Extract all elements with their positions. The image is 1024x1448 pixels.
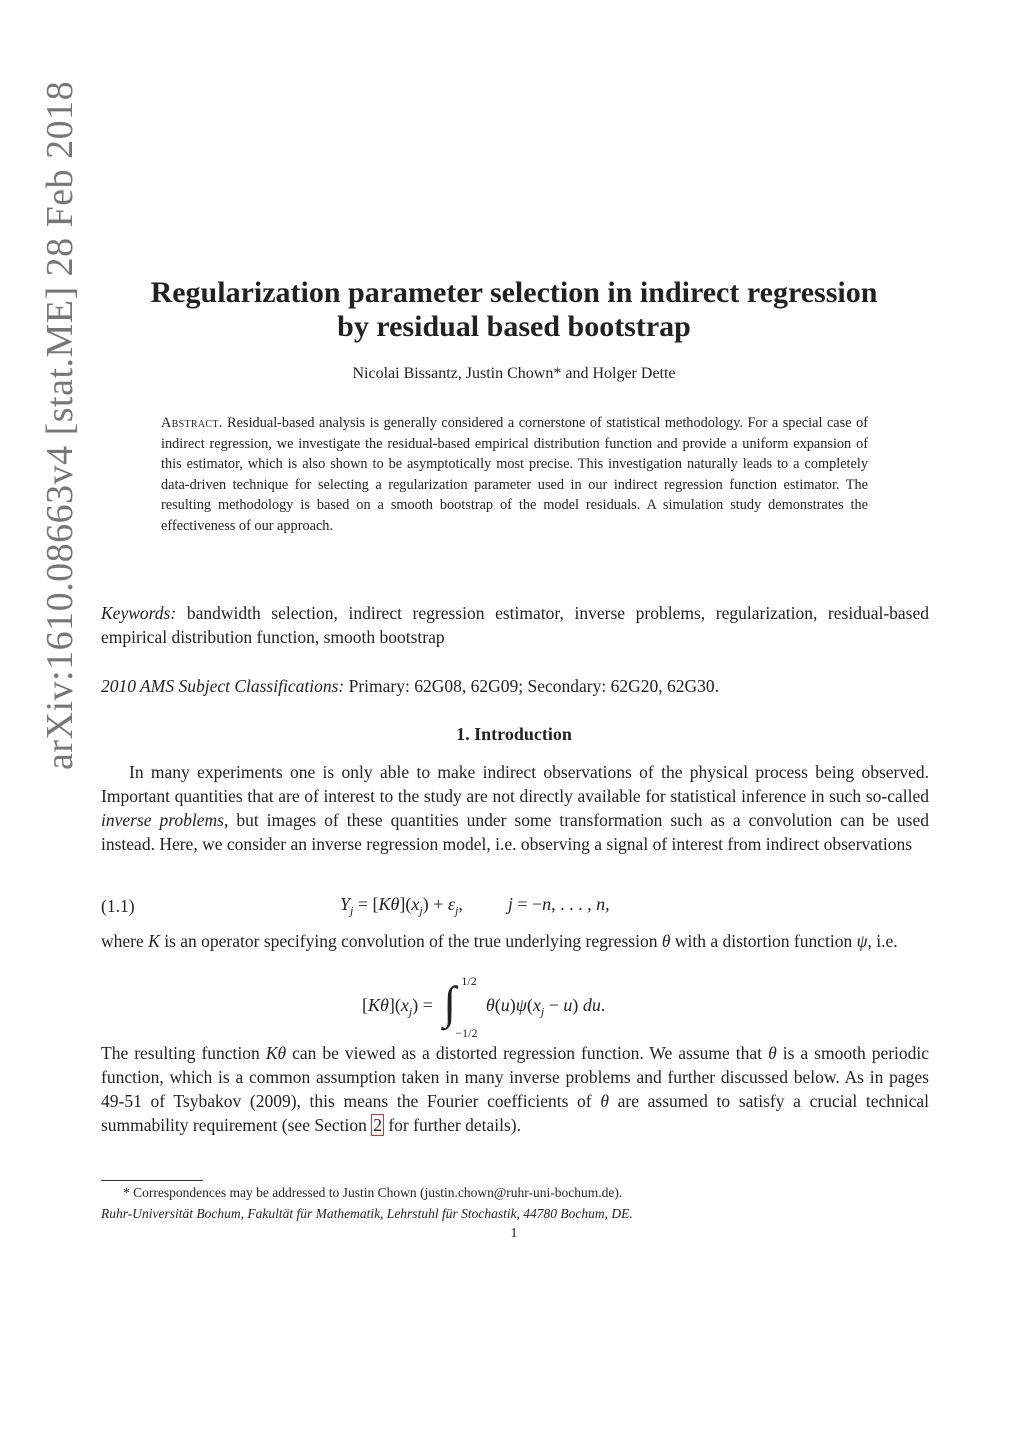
footnote-rule bbox=[101, 1180, 203, 1181]
intro-text: is an operator specifying convolution of the true underlying regression bbox=[164, 931, 658, 951]
section-title: Introduction bbox=[474, 724, 572, 744]
keywords-label: Keywords: bbox=[101, 603, 177, 623]
intro-text: can be viewed as a distorted regression function. We assume that bbox=[292, 1043, 763, 1063]
paper-title bbox=[96, 276, 932, 344]
intro-paragraph-3: The resulting function Kθ can be viewed as a distorted regression function. We assume that θ is a smooth periodic function, which is a common assumption taken in many inverse problems and further discussed below. As in pages 49-51 of Tsybakov (2009), this means the Fourier coefficients of θ are assumed to satisfy a crucial technical summability requirement (see Section 2 for further details). bbox=[101, 1043, 930, 1135]
section-heading bbox=[96, 724, 932, 745]
arxiv-side-label: arXiv:1610.08663v4 [stat.ME] 28 Feb 2018 bbox=[39, 80, 81, 770]
intro-text: with a distortion function bbox=[674, 931, 853, 951]
convolution-equation: $[K\theta](x_j)$ = ∫ 1/2 −1/2 $\theta(u)\psi(x_j - u)$ du. bbox=[362, 974, 606, 1040]
integral-sign: ∫ 1/2 −1/2 bbox=[443, 974, 478, 1040]
keywords-text: bandwidth selection, indirect regression estimator, inverse problems, regularization, residual-based empirical distribution function, smooth bootstrap bbox=[101, 603, 930, 647]
intro-text: for further details). bbox=[388, 1115, 521, 1135]
intro-text: The resulting function bbox=[101, 1043, 260, 1063]
intro-paragraph-2: where K is an operator specifying convolution of the true underlying regression θ with a distortion function ψ, i.e. bbox=[101, 931, 898, 951]
intro-text: , but images of these quantities under some transformation such as a convolution can be used instead. Here, we consider an inverse regression model, i.e. observing a signal of interest from indirect observations bbox=[101, 810, 929, 854]
title-line-2: by residual based bootstrap bbox=[337, 310, 691, 343]
ams-text: Primary: 62G08, 62G09; Secondary: 62G20, 62G30. bbox=[348, 676, 719, 696]
abstract bbox=[161, 413, 868, 537]
equation-1-1: $Y_j = [K\theta](x_j) + \varepsilon_j$, j = −n, . . . , n, bbox=[340, 894, 610, 918]
equation-number: (1.1) bbox=[101, 896, 135, 916]
authors: Nicolai Bissantz, Justin Chown* and Holger Dette bbox=[352, 365, 676, 382]
intro-text: In many experiments one is only able to make indirect observations of the physical process being observed. Important quantities that are of interest to the study are not directly available for statistical inference in such so-called bbox=[101, 762, 929, 806]
intro-paragraph-1 bbox=[101, 760, 929, 856]
abstract-label: Abstract. bbox=[161, 415, 223, 431]
ams-label: 2010 AMS Subject Classifications: bbox=[101, 676, 345, 696]
footnote-correspondence: * Correspondences may be addressed to Justin Chown (justin.chown@ruhr-uni-bochum.de). bbox=[123, 1185, 623, 1200]
section-2-link[interactable]: 2 bbox=[373, 1115, 382, 1135]
section-number: 1. bbox=[456, 724, 470, 744]
intro-text: where bbox=[101, 931, 144, 951]
abstract-text: Residual-based analysis is generally considered a cornerstone of statistical methodology. For a special case of indirect regression, we investigate the residual-based empirical distribution function and provide a uniform expansion of this estimator, which is also shown to be asymptotically most precise. This investigation naturally leads to a completely data-driven technique for selecting a regularization parameter used in our indirect regression function estimator. The resulting methodology is based on a smooth bootstrap of the model residuals. A simulation study demonstrates the effectiveness of our approach. bbox=[161, 415, 868, 534]
title-line-1: Regularization parameter selection in indirect regression bbox=[150, 276, 878, 309]
page-number: 1 bbox=[510, 1226, 518, 1241]
ams-classification bbox=[101, 674, 929, 698]
intro-text: , i.e. bbox=[867, 931, 898, 951]
intro-text: is a smooth periodic function, which is a common assumption taken in many inverse problems and further discussed below. As in pages 49-51 of Tsybakov (2009), this means the Fourier coefficients of bbox=[101, 1043, 930, 1111]
keywords bbox=[101, 601, 929, 649]
inverse-problems-term: inverse problems bbox=[101, 810, 224, 830]
intro-text: are assumed to satisfy a crucial technical summability requirement (see Section bbox=[101, 1091, 930, 1135]
footnote-affiliation: Ruhr-Universität Bochum, Fakultät für Mathematik, Lehrstuhl für Stochastik, 44780 Bochum, DE. bbox=[101, 1206, 633, 1221]
